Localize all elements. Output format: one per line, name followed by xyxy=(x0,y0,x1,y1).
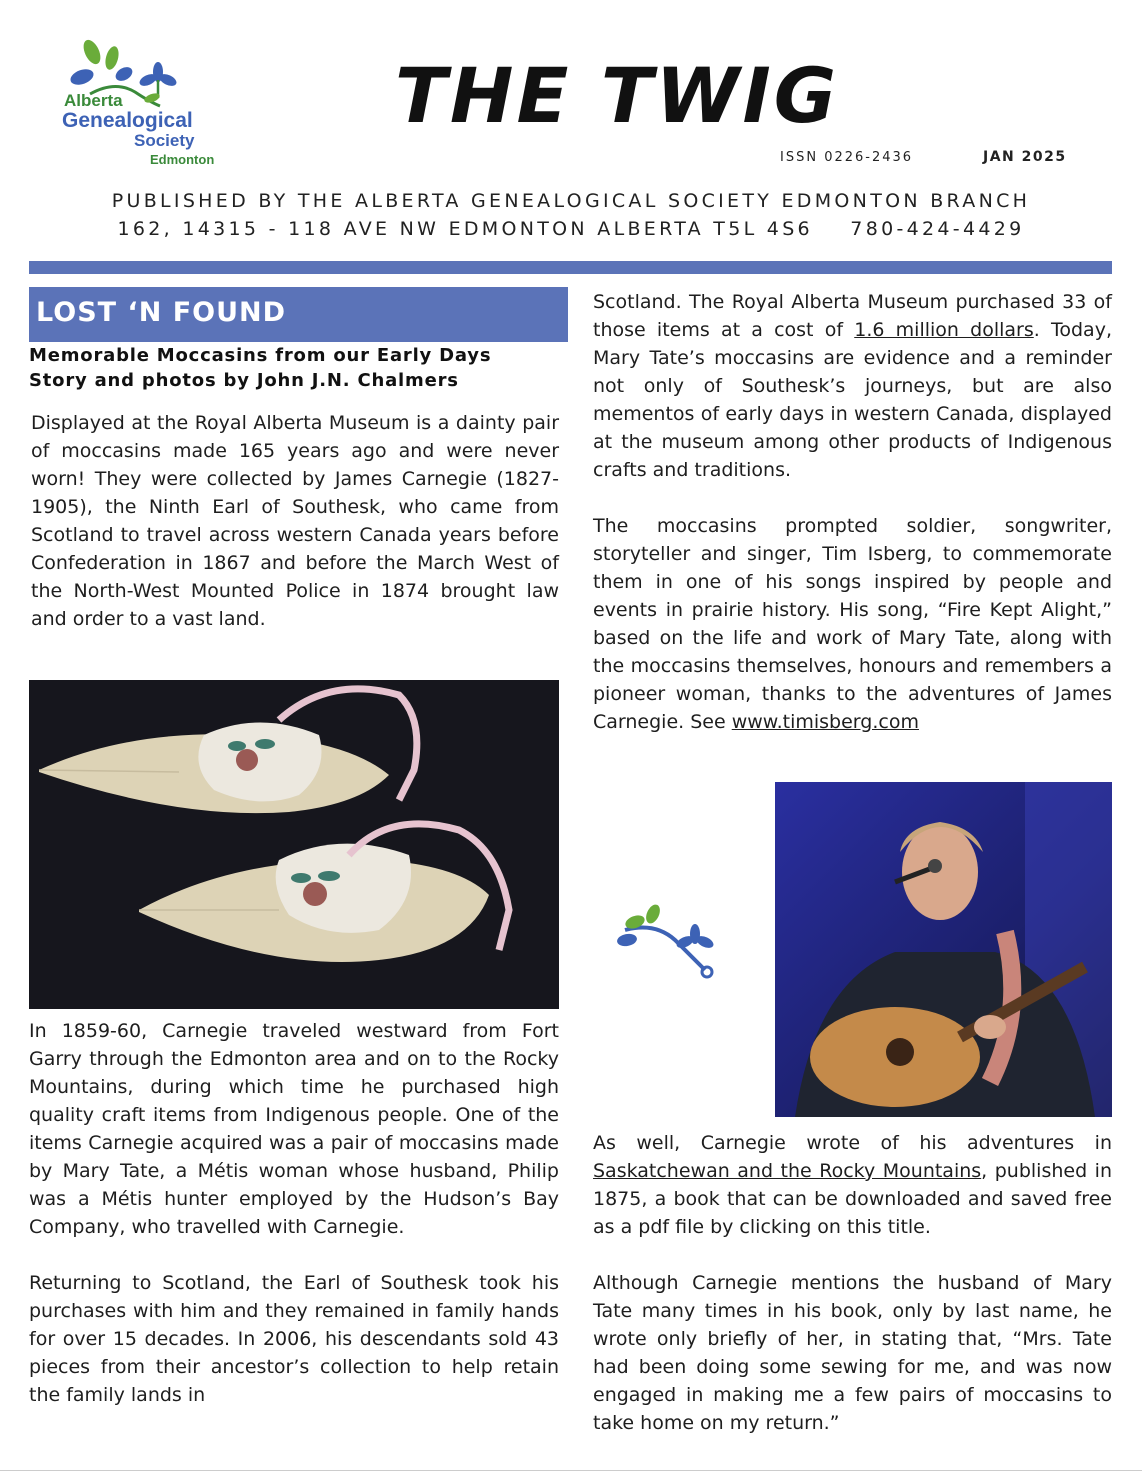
issue-date: JAN 2025 xyxy=(983,149,1067,165)
header-divider xyxy=(29,261,1112,274)
article-byline: Story and photos by John J.N. Chalmers xyxy=(29,370,459,391)
text-span: The moccasins prompted soldier, songwriter, storyteller and singer, Tim Isberg, to commemorate them in one of his songs inspired by people and events in prairie history. His song, “Fire Kept Alight,” based on the life and work of Mary Tate, along with the moccasins themselves, honours and remembers a pioneer woman, thanks to the adventures of James Carnegie. See xyxy=(593,515,1112,733)
book-title-link[interactable]: Saskatchewan and the Rocky Mountains xyxy=(593,1160,982,1182)
singer-photo xyxy=(775,782,1112,1117)
paragraph: In 1859-60, Carnegie traveled westward from Fort Garry through the Edmonton area and on to the Rocky Mountains, during which time he purchased high quality craft items from Indigenous people. One of the items Carnegie acquired was a pair of moccasins made by Mary Tate, a Métis woman whose husband, Philip was a Métis hunter employed by the Hudson’s Bay Company, who travelled with Carnegie. xyxy=(29,1020,559,1238)
newsletter-title: THE TWIG xyxy=(395,51,840,140)
logo-society-text: Society xyxy=(134,131,195,150)
moccasins-photo xyxy=(29,680,559,1009)
right-column-text-bottom xyxy=(593,1129,1112,1437)
text-span: . Today, Mary Tate’s moccasins are evidence and a reminder not only of Southesk’s journeys, but are also mementos of early days in western Canada, displayed at the museum among other products of Indigenous crafts and traditions. xyxy=(593,319,1112,481)
right-column-text-top xyxy=(593,288,1112,736)
logo-genealogical-text: Genealogical xyxy=(62,109,193,132)
paragraph: Although Carnegie mentions the husband of Mary Tate many times in his book, only by last name, he wrote only briefly of her, in stating that, “Mrs. Tate had been doing some sewing for me, and was now engaged in making me a few pairs of moccasins to take home on my return.” xyxy=(593,1272,1112,1434)
price-link[interactable]: 1.6 million dollars xyxy=(854,319,1034,341)
section-title: LOST ‘N FOUND xyxy=(36,297,287,328)
text-span: Scotland. The Royal Alberta Museum purchased 33 of those items at a cost of xyxy=(593,291,1112,341)
paragraph xyxy=(593,288,1112,484)
left-column-text-bottom xyxy=(29,1017,559,1409)
text-span: , published in 1875, a book that can be downloaded and saved free as a pdf file by clicking on this title. xyxy=(593,1160,1112,1238)
issn-number: ISSN 0226-2436 xyxy=(780,150,914,165)
text-span: As well, Carnegie wrote of his adventures in xyxy=(593,1132,1112,1154)
publisher-line: PUBLISHED BY THE ALBERTA GENEALOGICAL SOCIETY EDMONTON BRANCH xyxy=(111,190,1031,212)
paragraph: Returning to Scotland, the Earl of Southesk took his purchases with him and they remained in family hands for over 15 decades. In 2006, his descendants sold 43 pieces from their ancestor’s collection to help retain the family lands in xyxy=(29,1272,559,1406)
logo-alberta-text: Alberta xyxy=(64,91,123,110)
article-title: Memorable Moccasins from our Early Days xyxy=(29,345,492,366)
paragraph xyxy=(593,512,1112,736)
website-link[interactable]: www.timisberg.com xyxy=(731,711,919,733)
left-column-text-top xyxy=(31,409,559,633)
paragraph: Displayed at the Royal Alberta Museum is a dainty pair of moccasins made 165 years ago and were never worn! They were collected by James Carnegie (1827-1905), the Ninth Earl of Southesk, who came from Scotland to travel across western Canada years before Confederation in 1867 and before the March West of the North-West Mounted Police in 1874 brought law and order to a vast land. xyxy=(31,412,559,630)
paragraph xyxy=(593,1129,1112,1241)
logo-edmonton-text: Edmonton xyxy=(150,152,215,167)
address-line: 162, 14315 - 118 AVE NW EDMONTON ALBERTA T5L 4S6 780-424-4429 xyxy=(117,218,1025,240)
page-bottom-rule xyxy=(0,1470,1142,1471)
branch-sprig-icon xyxy=(615,900,725,990)
